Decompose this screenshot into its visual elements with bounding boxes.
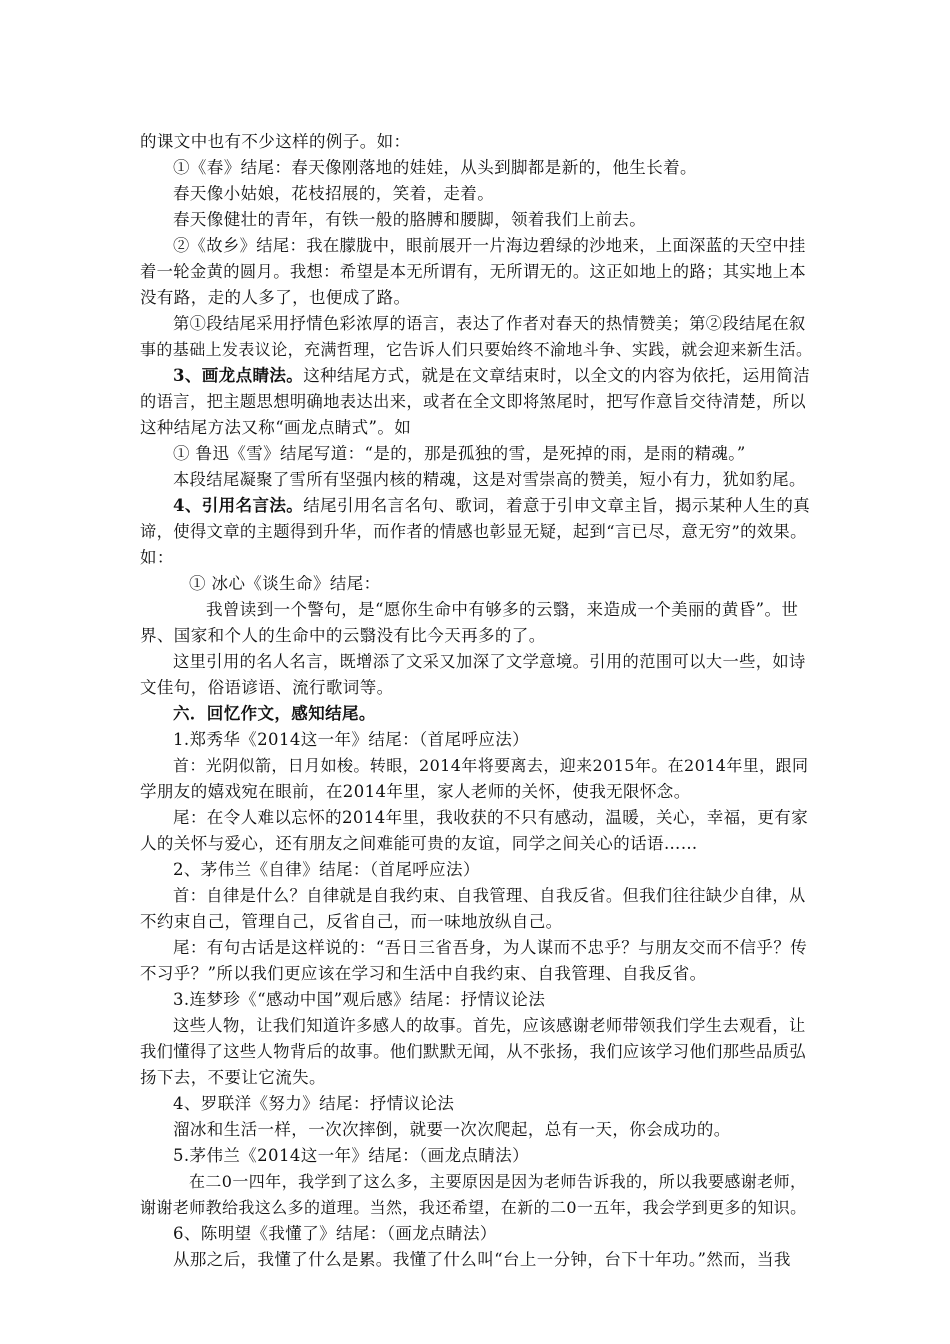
text-line: 文佳句，俗语谚语、流行歌词等。	[140, 678, 394, 697]
section-heading: 3、画龙点睛法。	[173, 366, 304, 385]
text-line: 如：	[140, 548, 174, 567]
text-line: 3、画龙点睛法。这种结尾方式，就是在文章结束时，以全文的内容为依托，运用简洁	[173, 366, 811, 385]
text-line: 事的基础上发表议论，充满哲理，它告诉人们只要始终不渝地斗争、实践，就会迎来新生活。	[140, 340, 813, 359]
text-line: 扬下去，不要让它流失。	[140, 1068, 326, 1087]
text-line: 尾：在令人难以忘怀的2014年里，我收获的不只有感动，温暖，关心，幸福，更有家	[173, 808, 809, 827]
text-line: ① 冰心《谈生命》结尾：	[189, 574, 381, 593]
text-line: 我曾读到一个警句，是“愿你生命中有够多的云翳，来造成一个美丽的黄昏”。世	[206, 600, 799, 619]
text-line: 我们懂得了这些人物背后的故事。他们默默无闻，从不张扬，我们应该学习他们那些品质弘	[140, 1042, 806, 1061]
text-line: 人的关怀与爱心，还有朋友之间难能可贵的友谊，同学之间关心的话语……	[140, 834, 698, 853]
text-line: 界、国家和个人的生命中的云翳没有比今天再多的了。	[140, 626, 546, 645]
text-line: 在二0一四年，我学到了这么多，主要原因是因为老师告诉我的，所以我要感谢老师，	[189, 1172, 807, 1191]
text-line: ②《故乡》结尾：我在朦胧中，眼前展开一片海边碧绿的沙地来，上面深蓝的天空中挂	[173, 236, 806, 255]
text-line: 这些人物，让我们知道许多感人的故事。首先，应该感谢老师带领我们学生去观看，让	[173, 1016, 806, 1035]
text-line: 着一轮金黄的圆月。我想：希望是本无所谓有，无所谓无的。这正如地上的路；其实地上本	[140, 262, 806, 281]
text-line: 2、茅伟兰《自律》结尾：（首尾呼应法）	[173, 860, 480, 879]
text-line: 4、引用名言法。结尾引用名言名句、歌词，着意于引申文章主旨，揭示某种人生的真	[173, 496, 811, 515]
text-line: ① 鲁迅《雪》结尾写道：“是的，那是孤独的雪，是死掉的雨，是雨的精魂。”	[173, 444, 746, 463]
text-line: 谢谢老师教给我这么多的道理。当然，我还希望，在新的二0一五年，我会学到更多的知识。	[140, 1198, 807, 1217]
text-line: 谛，使得文章的主题得到升华，而作者的情感也彰显无疑，起到“言已尽，意无穷”的效果。	[140, 522, 807, 541]
text-line: 没有路，走的人多了，也便成了路。	[140, 288, 411, 307]
text-line: 的课文中也有不少这样的例子。如：	[140, 132, 411, 151]
section-heading: 六．回忆作文，感知结尾。	[173, 704, 376, 723]
text-line: 春天像小姑娘，花枝招展的，笑着，走着。	[173, 184, 495, 203]
text-line: 学朋友的嬉戏宛在眼前，在2014年里，家人老师的关怀，使我无限怀念。	[140, 782, 691, 801]
text-line: 首：自律是什么？自律就是自我约束、自我管理、自我反省。但我们往往缺少自律，从	[173, 886, 806, 905]
text-line: 第①段结尾采用抒情色彩浓厚的语言，表达了作者对春天的热情赞美；第②段结尾在叙	[173, 314, 806, 333]
text-line	[173, 704, 376, 724]
text-line: 溜冰和生活一样，一次次摔倒，就要一次次爬起，总有一天，你会成功的。	[173, 1120, 731, 1139]
section-heading: 4、引用名言法。	[173, 496, 304, 515]
text-line: 首：光阴似箭，日月如梭。转眼，2014年将要离去，迎来2015年。在2014年里，跟同	[173, 756, 809, 775]
text-line: 这里引用的名人名言，既增添了文采又加深了文学意境。引用的范围可以大一些，如诗	[173, 652, 806, 671]
text-line: 的语言，把主题思想明确地表达出来，或者在全文即将煞尾时，把写作意旨交待清楚，所以	[140, 392, 806, 411]
text-line: 从那之后，我懂了什么是累。我懂了什么叫“台上一分钟，台下十年功。”然而，当我	[173, 1250, 791, 1269]
text-line: 这种结尾方法又称“画龙点睛式”。如	[140, 418, 412, 437]
text-line: 4、罗联洋《努力》结尾：抒情议论法	[173, 1094, 455, 1113]
text-line: 6、陈明望《我懂了》结尾：（画龙点睛法）	[173, 1224, 497, 1243]
text-line: 5.茅伟兰《2014这一年》结尾：（画龙点睛法）	[173, 1146, 530, 1165]
text-line: 1.郑秀华《2014这一年》结尾：（首尾呼应法）	[173, 730, 530, 749]
text-line: 3.连梦珍《“感动中国”观后感》结尾：抒情议论法	[173, 990, 546, 1009]
text-line: 本段结尾凝聚了雪所有坚强内核的精魂，这是对雪崇高的赞美，短小有力，犹如豹尾。	[173, 470, 806, 489]
text-line: 不习乎？”所以我们更应该在学习和生活中自我约束、自我管理、自我反省。	[140, 964, 707, 983]
text-line: 春天像健壮的青年，有铁一般的胳膊和腰脚，领着我们上前去。	[173, 210, 647, 229]
text-line: 不约束自己，管理自己，反省自己，而一味地放纵自己。	[140, 912, 563, 931]
text-line: ①《春》结尾：春天像刚落地的娃娃，从头到脚都是新的，他生长着。	[173, 158, 697, 177]
text-line: 尾：有句古话是这样说的：“吾日三省吾身，为人谋而不忠乎？与朋友交而不信乎？传	[173, 938, 808, 957]
